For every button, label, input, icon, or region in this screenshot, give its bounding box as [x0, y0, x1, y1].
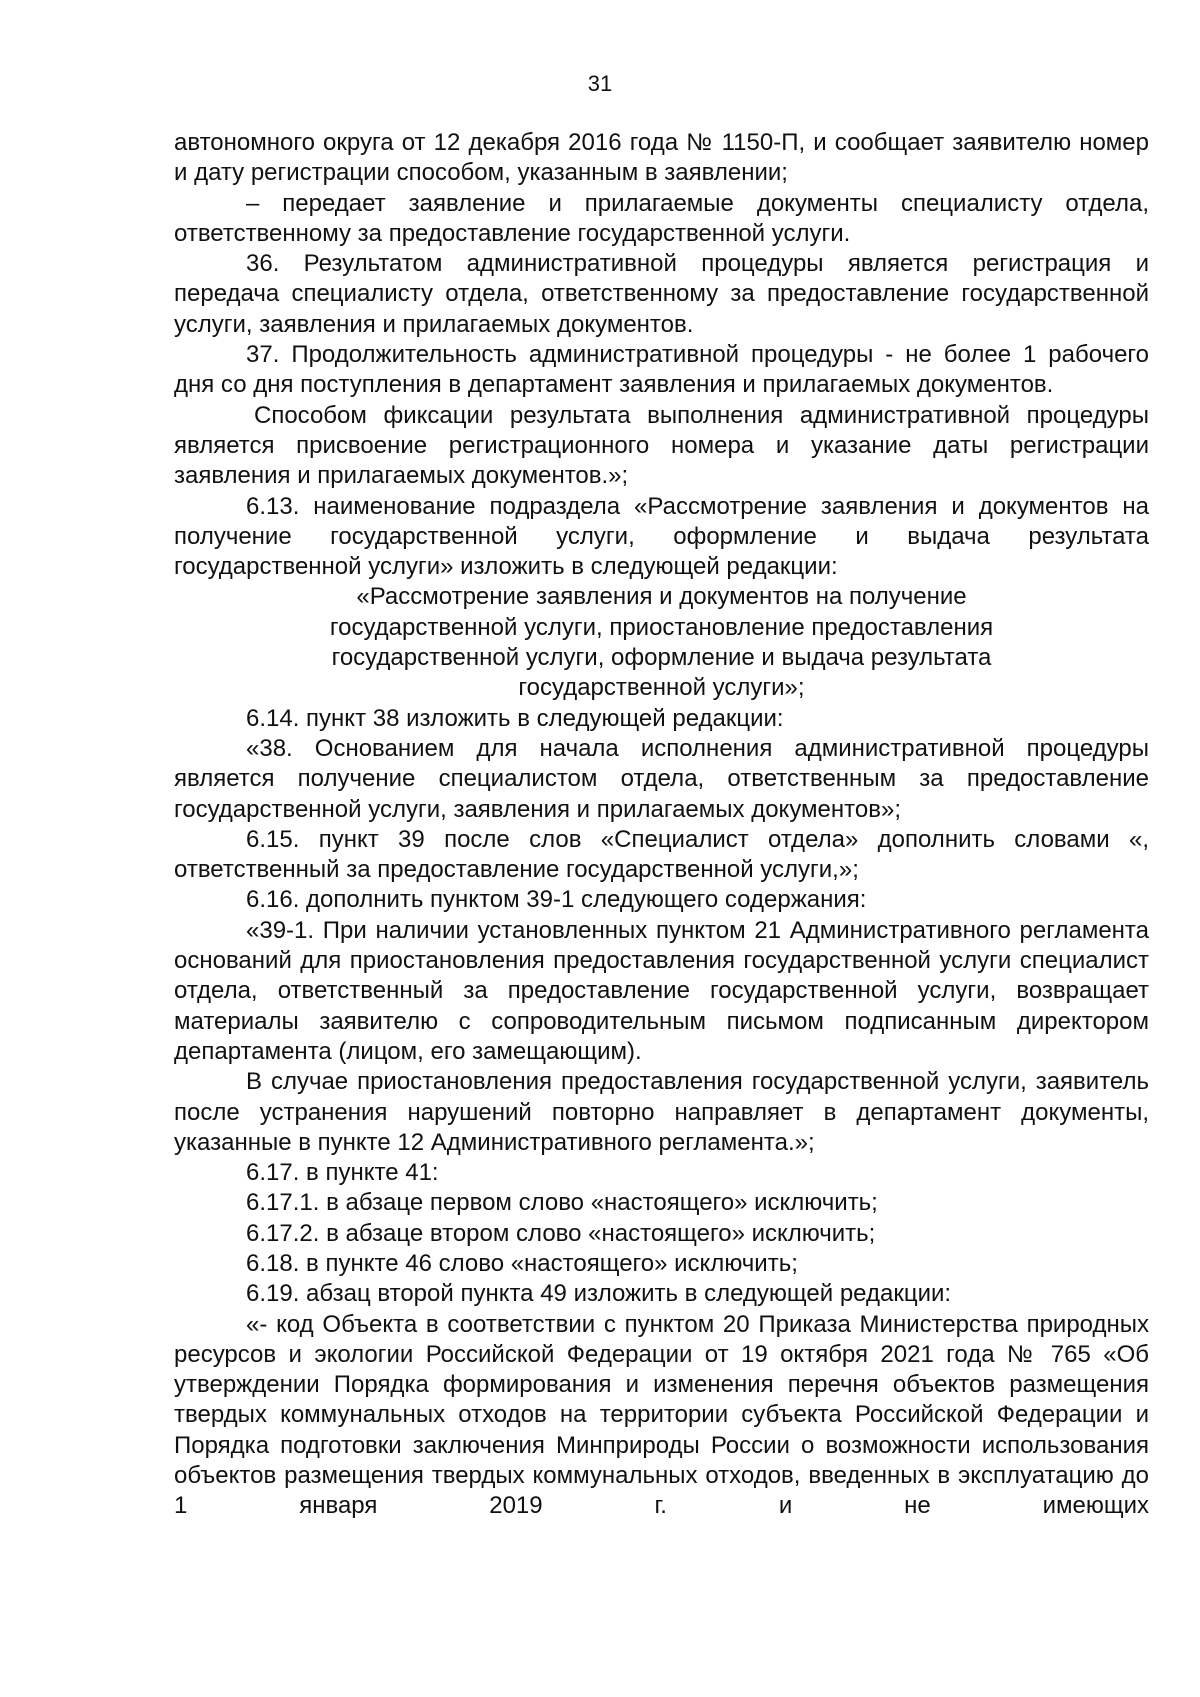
paragraph: 37. Продолжительность административной процедуры - не более 1 рабочего дня со дня поступления в департамент заявления и прилагаемых документов.: [174, 341, 1149, 399]
section-heading-quote: «Рассмотрение заявления и документов на получение государственной услуги, приостановление предоставления государственной услуги, оформление и выдача результата государственной услуги»;: [329, 583, 994, 702]
document-body: [174, 128, 1149, 1522]
paragraph: 6.16. дополнить пунктом 39-1 следующего содержания:: [246, 886, 867, 914]
paragraph: В случае приостановления предоставления государственной услуги, заявитель после устранения нарушений повторно направляет в департамент документы, указанные в пункте 12 Административного регламента.»;: [174, 1068, 1149, 1156]
paragraph: 36. Результатом административной процедуры является регистрация и передача специалисту отдела, ответственному за предоставление государственной услуги, заявления и прилагаемых документов.: [174, 250, 1149, 338]
paragraph: 6.17.2. в абзаце втором слово «настоящего» исключить;: [246, 1219, 876, 1247]
paragraph: 6.17. в пункте 41:: [246, 1159, 439, 1187]
paragraph: 6.17.1. в абзаце первом слово «настоящего» исключить;: [246, 1189, 878, 1217]
paragraph: автономного округа от 12 декабря 2016 года № 1150-П, и сообщает заявителю номер и дату регистрации способом, указанным в заявлении;: [174, 129, 1149, 187]
paragraph: «38. Основанием для начала исполнения административной процедуры является получение специалистом отдела, ответственным за предоставление государственной услуги, заявления и прилагаемых документов»;: [174, 734, 1149, 823]
paragraph: 6.19. абзац второй пункта 49 изложить в следующей редакции:: [246, 1280, 952, 1308]
paragraph: 6.18. в пункте 46 слово «настоящего» исключить;: [246, 1249, 798, 1277]
paragraph: Способом фиксации результата выполнения административной процедуры является присвоение регистрационного номера и указание даты регистрации заявления и прилагаемых документов.»;: [174, 401, 1149, 490]
paragraph: 6.14. пункт 38 изложить в следующей редакции:: [246, 704, 784, 732]
paragraph: «39-1. При наличии установленных пунктом 21 Административного регламента оснований для приостановления предоставления государственной услуги специалист отдела, ответственный за предоставление государственной услуги, возвращает материалы заявителю с сопроводительным письмом подписанным директором департамента (лицом, его замещающим).: [174, 916, 1149, 1065]
paragraph: «- код Объекта в соответствии с пунктом 20 Приказа Министерства природных ресурсов и экологии Российской Федерации от 19 октября 2021 года № 765 «Об утверждении Порядка формирования и изменения перечня объектов размещения твердых коммунальных отходов на территории субъекта Российской Федерации и Порядка подготовки заключения Минприроды России о возможности использования объектов размещения твердых коммунальных отходов, введенных в эксплуатацию до 1 января 2019 г. и не имеющих: [174, 1310, 1149, 1520]
paragraph: 6.13. наименование подраздела «Рассмотрение заявления и документов на получение государственной услуги, оформление и выдача результата государственной услуги» изложить в следующей редакции:: [174, 492, 1149, 581]
page-number: 31: [587, 71, 613, 96]
paragraph: 6.15. пункт 39 после слов «Специалист отдела» дополнить словами «, ответственный за предоставление государственной услуги,»;: [174, 825, 1149, 884]
paragraph: – передает заявление и прилагаемые документы специалисту отдела, ответственному за предоставление государственной услуги.: [174, 189, 1149, 247]
